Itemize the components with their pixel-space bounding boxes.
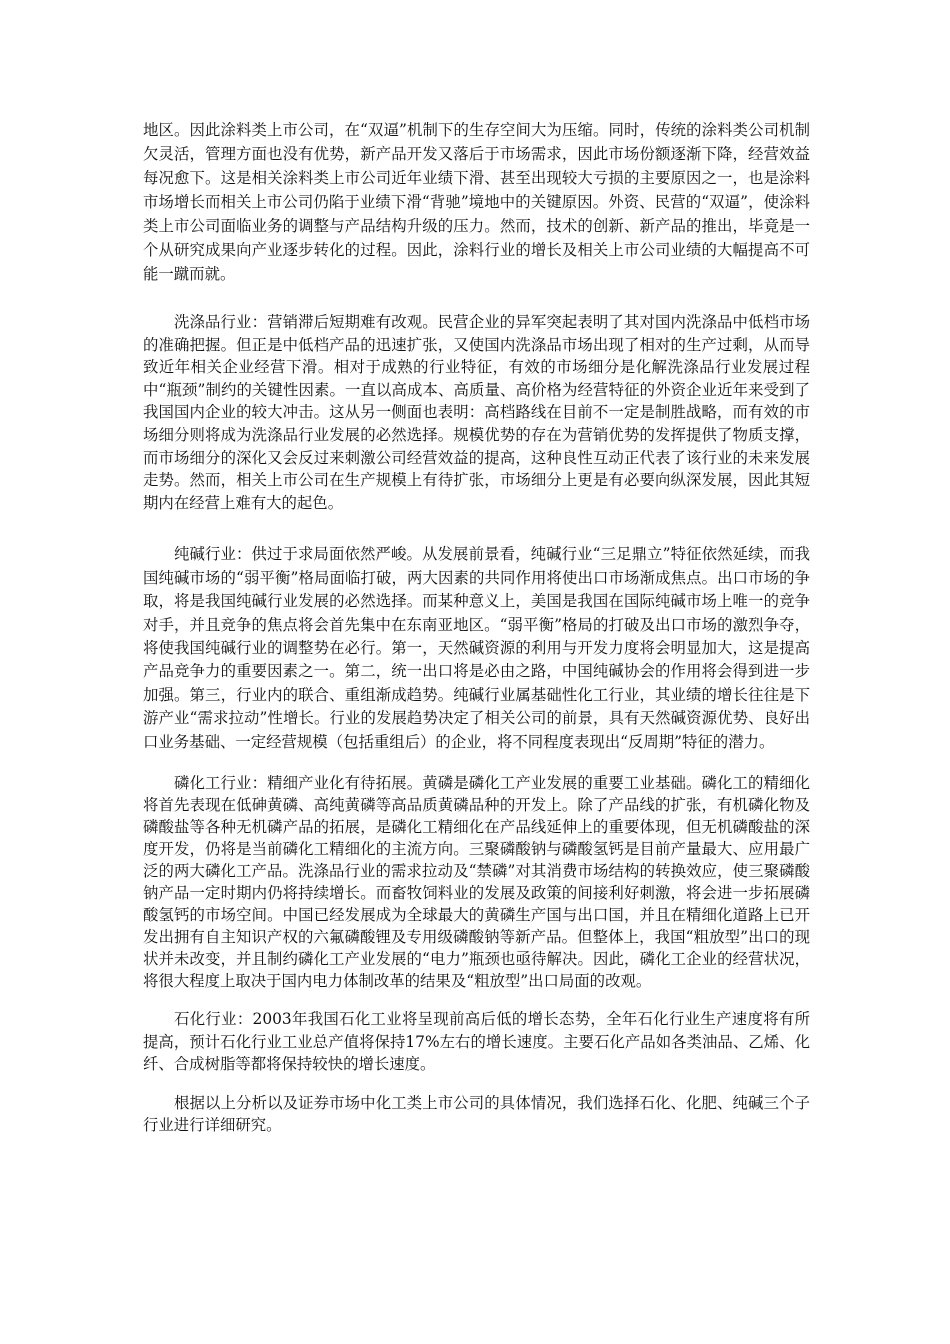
paragraph-detergent-industry: 洗涤品行业：营销滞后短期难有改观。民营企业的异军突起表明了其对国内洗涤品中低档市场的准确把握。但正是中低档产品的迅速扩张，又使国内洗涤品市场出现了相对的生产过剩，从而导致近年相关企业经营下滑。相对于成熟的行业特征，有效的市场细分是化解洗涤品行业发展过程中“瓶颈”制约的关键性因素。一直以高成本、高质量、高价格为经营特征的外资企业近年来受到了我国国内企业的较大冲击。这从另一侧面也表明：高档路线在目前不一定是制胜战略，而有效的市场细分则将成为洗涤品行业发展的必然选择。规模优势的存在为营销优势的发挥提供了物质支撑，而市场细分的深化又会反过来刺激公司经营效益的提高，这种良性互动正代表了该行业的未来发展走势。然而，相关上市公司在生产规模上有待扩张，市场细分上更是有必要向纵深发展，因此其短期内在经营上难有大的起色。 bbox=[143, 313, 810, 512]
paragraph-conclusion: 根据以上分析以及证券市场中化工类上市公司的具体情况，我们选择石化、化肥、纯碱三个子行业进行详细研究。 bbox=[143, 1093, 810, 1134]
paragraph-phosphorus-chemical-industry: 磷化工行业：精细产业化有待拓展。黄磷是磷化工产业发展的重要工业基础。磷化工的精细化将首先表现在低砷黄磷、高纯黄磷等高品质黄磷品种的开发上。除了产品线的扩张，有机磷化物及磷酸盐等各种无机磷产品的拓展，是磷化工精细化在产品线延伸上的重要体现，但无机磷酸盐的深度开发，仍将是当前磷化工精细化的主流方向。三聚磷酸钠与磷酸氢钙是目前产量最大、应用最广泛的两大磷化工产品。洗涤品行业的需求拉动及“禁磷”对其消费市场结构的转换效应，使三聚磷酸钠产品一定时期内仍将持续增长。而畜牧饲料业的发展及政策的间接利好刺激，将会进一步拓展磷酸氢钙的市场空间。中国已经发展成为全球最大的黄磷生产国与出口国，并且在精细化道路上已开发出拥有自主知识产权的六氟磷酸锂及专用级磷酸钠等新产品。但整体上，我国“粗放型”出口的现状并未改变，并且制约磷化工产业发展的“电力”瓶颈也亟待解决。因此，磷化工企业的经营状况，将很大程度上取决于国内电力体制改革的结果及“粗放型”出口局面的改观。 bbox=[143, 774, 810, 990]
paragraph-soda-ash-industry: 纯碱行业：供过于求局面依然严峻。从发展前景看，纯碱行业“三足鼎立”特征依然延续，而我国纯碱市场的“弱平衡”格局面临打破，两大因素的共同作用将使出口市场渐成焦点。出口市场的争取，将是我国纯碱行业发展的必然选择。而某种意义上，美国是我国在国际纯碱市场上唯一的竞争对手，并且竞争的焦点将会首先集中在东南亚地区。“弱平衡”格局的打破及出口市场的激烈争夺，将使我国纯碱行业的调整势在必行。第一，天然碱资源的利用与开发力度将会明显加大，这是提高产品竞争力的重要因素之一。第二，统一出口将是必由之路，中国纯碱协会的作用将会得到进一步加强。第三，行业内的联合、重组渐成趋势。纯碱行业属基础性化工行业，其业绩的增长往往是下游产业“需求拉动”性增长。行业的发展趋势决定了相关公司的前景，具有天然碱资源优势、良好出口业务基础、一定经营规模（包括重组后）的企业，将不同程度表现出“反周期”特征的潜力。 bbox=[143, 545, 810, 751]
document-body bbox=[143, 118, 810, 1137]
paragraph-coatings-continued: 地区。因此涂料类上市公司，在“双逼”机制下的生存空间大为压缩。同时，传统的涂料类公司机制欠灵活，管理方面也没有优势，新产品开发又落后于市场需求，因此市场份额逐渐下降，经营效益每况愈下。这是相关涂料类上市公司近年业绩下滑、甚至出现较大亏损的主要原因之一，也是涂料市场增长而相关上市公司仍陷于业绩下滑“背驰”境地中的关键原因。外资、民营的“双逼”，使涂料类上市公司面临业务的调整与产品结构升级的压力。然而，技术的创新、新产品的推出，毕竟是一个从研究成果向产业逐步转化的过程。因此，涂料行业的增长及相关上市公司业绩的大幅提高不可能一蹴而就。 bbox=[143, 121, 810, 283]
paragraph-petrochemical-industry: 石化行业：2003年我国石化工业将呈现前高后低的增长态势，全年石化行业生产速度将有所提高，预计石化行业工业总产值将保持17%左右的增长速度。主要石化产品如各类油品、乙烯、化纤、合成树脂等都将保持较快的增长速度。 bbox=[143, 1010, 810, 1073]
